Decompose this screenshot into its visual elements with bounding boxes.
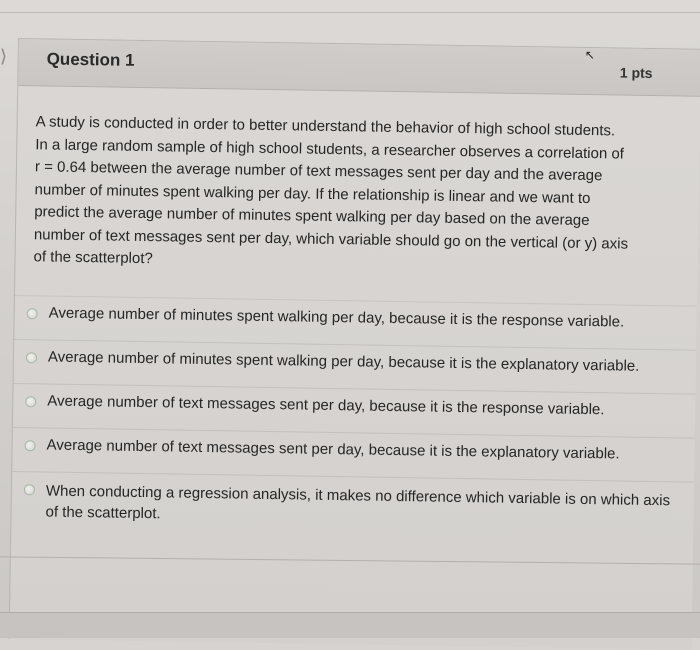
question-text-line: of the scatterplot? (33, 248, 153, 268)
answer-label[interactable]: Average number of text messages sent per day, because it is the explanatory variable. (46, 436, 620, 463)
answer-label[interactable]: Average number of minutes spent walking per day, because it is the explanatory variable. (47, 348, 640, 375)
radio-button[interactable] (25, 396, 36, 407)
question-title: Question 1 (46, 49, 135, 70)
question-text-line: In a large random sample of high school students, a researcher observes a correlation of (35, 135, 625, 163)
answer-option[interactable] (11, 471, 694, 543)
mouse-cursor-icon: ↖ (584, 47, 595, 63)
question-text (33, 111, 675, 279)
question-text-line: number of minutes spent walking per day. If the relationship is linear and we want to (34, 180, 591, 207)
chevron-right-icon[interactable]: ⟩ (0, 46, 8, 66)
radio-button[interactable] (24, 484, 35, 495)
answer-label[interactable]: Average number of minutes spent walking per day, because it is the response variable. (48, 304, 625, 331)
answer-label[interactable]: Average number of text messages sent per day, because it is the response variable. (47, 392, 605, 419)
radio-button[interactable] (27, 308, 38, 319)
footer-area (0, 612, 700, 638)
question-text-line: A study is conducted in order to better understand the behavior of high school students. (35, 113, 616, 140)
question-text-line: number of text messages sent per day, which variable should go on the vertical (or y) axis (33, 225, 629, 253)
answer-list (11, 295, 697, 543)
top-divider (0, 12, 700, 13)
question-points: 1 pts (619, 64, 653, 81)
radio-button[interactable] (26, 352, 37, 363)
question-header (18, 39, 700, 97)
radio-button[interactable] (25, 440, 36, 451)
answer-label[interactable]: When conducting a regression analysis, it makes no difference which variable is on which axis of the scatterplot. (45, 482, 671, 523)
question-text-line: r = 0.64 between the average number of text messages sent per day and the average (34, 158, 603, 185)
question-text-line: predict the average number of minutes spent walking per day based on the average (34, 203, 590, 229)
